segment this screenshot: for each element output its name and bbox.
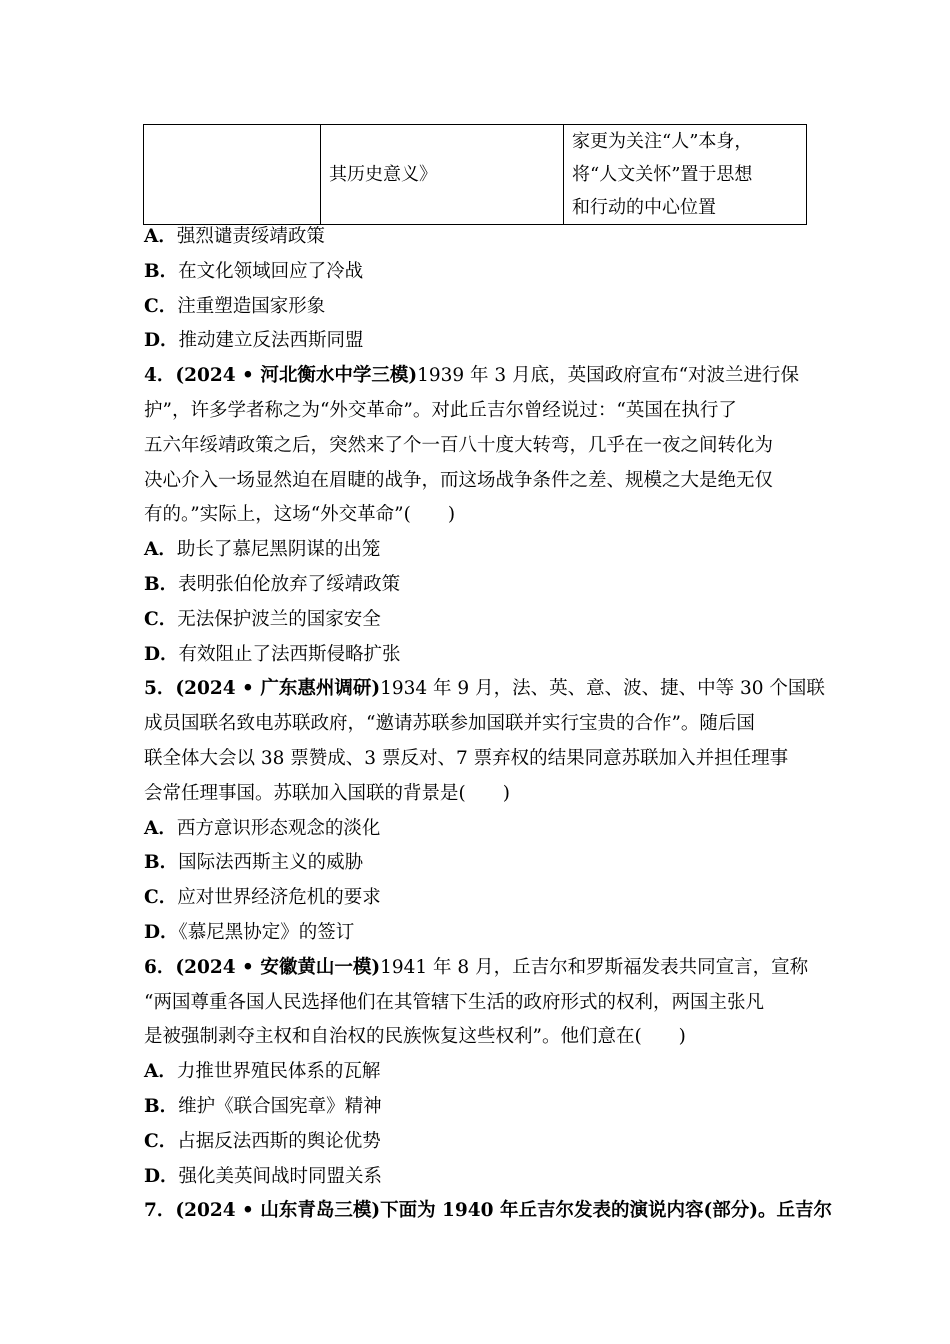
q3-option-d: D．推动建立反法西斯同盟 (144, 330, 364, 352)
q5-source: (2024 • 广东惠州调研) (175, 678, 381, 700)
q6-option-c: C．占据反法西斯的舆论优势 (144, 1130, 381, 1152)
q5-option-d: D．《慕尼黑协定》的签订 (144, 921, 355, 943)
q4-option-a: A．助长了慕尼黑阴谋的出笼 (144, 539, 381, 561)
q5-stem-line: 5．(2024 • 广东惠州调研)1934 年 9 月，法、英、意、波、捷、中等 30 个国联 (144, 678, 825, 700)
q6-option-a: A．力推世界殖民体系的瓦解 (144, 1061, 381, 1083)
q7-source: (2024 • 山东青岛三模) (175, 1200, 381, 1222)
q6-option-d: D．强化美英间战时同盟关系 (144, 1165, 383, 1187)
table-cell-3-line: 和行动的中心位置 (572, 197, 716, 218)
q7-number: 7． (144, 1200, 176, 1222)
q7-stem-line: 7．(2024 • 山东青岛三模)下面为 1940 年丘吉尔发表的演说内容(部分)。丘吉尔 (144, 1200, 832, 1222)
q4-number: 4． (144, 365, 176, 387)
q5-option-a: A．西方意识形态观念的淡化 (144, 817, 381, 839)
q5-stem-line: 成员国联名致电苏联政府，“邀请苏联参加国联并实行宝贵的合作”。随后国 (144, 713, 755, 735)
q6-option-b: B．维护《联合国宪章》精神 (144, 1095, 382, 1117)
table-cell-3-line: 家更为关注“人”本身， (572, 131, 753, 152)
table-cell-3 (564, 125, 807, 225)
q4-stem-line: 五六年绥靖政策之后，突然来了个一百八十度大转弯，几乎在一夜之间转化为 (144, 434, 774, 456)
q5-number: 5． (144, 678, 176, 700)
table-cell-3-line: 将“人文关怀”置于思想 (572, 164, 753, 185)
q6-number: 6． (144, 956, 176, 978)
q4-option-d: D．有效阻止了法西斯侵略扩张 (144, 643, 401, 665)
table-cell-1 (144, 125, 321, 225)
table-cell-2: 其历史意义》 (321, 125, 564, 225)
q4-option-c: C．无法保护波兰的国家安全 (144, 608, 381, 630)
q6-stem-line: 是被强制剥夺主权和自治权的民族恢复这些权利”。他们意在( ) (144, 1026, 686, 1048)
q6-stem-line: “两国尊重各国人民选择他们在其管辖下生活的政府形式的权利，两国主张凡 (144, 991, 764, 1013)
q5-option-b: B．国际法西斯主义的威胁 (144, 852, 364, 874)
q5-stem-line: 联全体大会以 38 票赞成、3 票反对、7 票弃权的结果同意苏联加入并担任理事 (144, 747, 789, 769)
q4-stem-line: 护”，许多学者称之为“外交革命”。对此丘吉尔曾经说过：“英国在执行了 (144, 399, 737, 421)
q4-stem-line: 决心介入一场显然迫在眉睫的战争，而这场战争条件之差、规模之大是绝无仅 (144, 469, 774, 491)
q4-option-b: B．表明张伯伦放弃了绥靖政策 (144, 573, 401, 595)
q6-source: (2024 • 安徽黄山一模) (175, 956, 381, 978)
q5-option-c: C．应对世界经济危机的要求 (144, 887, 381, 909)
continued-table (143, 124, 807, 225)
q3-option-a: A．强烈谴责绥靖政策 (144, 226, 325, 247)
table-row (144, 125, 807, 225)
q4-stem-line: 4．(2024 • 河北衡水中学三模)1939 年 3 月底，英国政府宣布“对波兰进行保 (144, 365, 800, 387)
q4-stem-line: 有的。”实际上，这场“外交革命”( ) (144, 504, 456, 526)
q3-option-c: C．注重塑造国家形象 (144, 295, 326, 317)
q5-stem-line: 会常任理事国。苏联加入国联的背景是( ) (144, 782, 510, 804)
q3-option-b: B．在文化领域回应了冷战 (144, 260, 364, 282)
q6-stem-line: 6．(2024 • 安徽黄山一模)1941 年 8 月，丘吉尔和罗斯福发表共同宣言，宣称 (144, 956, 809, 978)
question-content (144, 220, 832, 1229)
q4-source: (2024 • 河北衡水中学三模) (175, 365, 418, 387)
